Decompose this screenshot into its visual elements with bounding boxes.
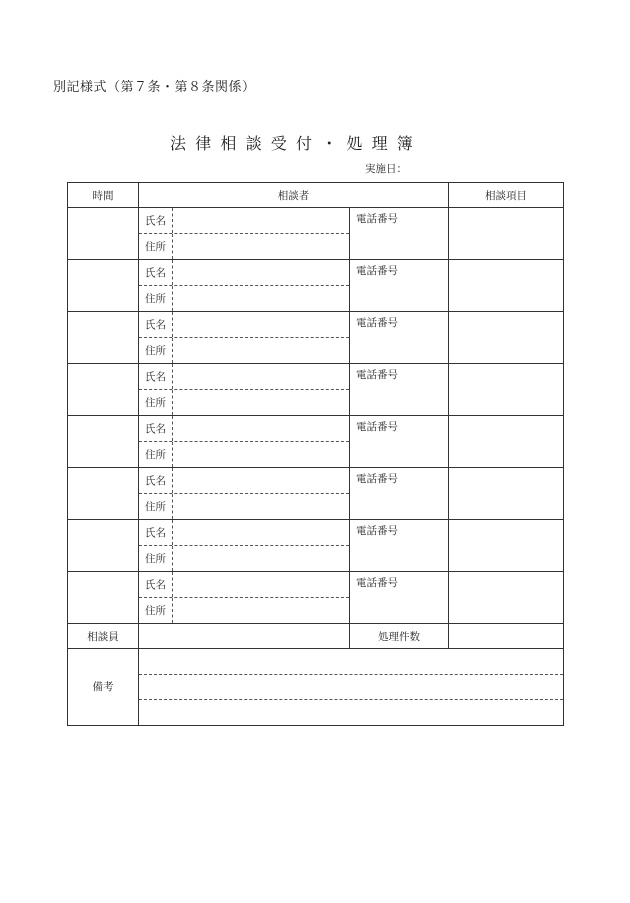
remarks-row xyxy=(68,649,564,726)
remarks-label: 備考 xyxy=(68,649,139,726)
entry-name-line xyxy=(139,416,349,441)
entry-consult-items-field[interactable] xyxy=(449,312,564,364)
entry-address-label: 住所 xyxy=(139,494,173,519)
entry-name-field[interactable] xyxy=(173,572,349,597)
entry-address-label: 住所 xyxy=(139,234,173,259)
entry-address-line xyxy=(139,233,349,259)
form-reference: 別記様式（第７条・第８条関係） xyxy=(53,80,256,95)
processed-count-label: 処理件数 xyxy=(350,624,449,649)
entry-name-field[interactable] xyxy=(173,520,349,545)
entry-consult-items-field[interactable] xyxy=(449,208,564,260)
entry-name-line xyxy=(139,312,349,337)
entry-consult-items-field[interactable] xyxy=(449,260,564,312)
entry-phone-cell[interactable] xyxy=(350,364,449,416)
header-consult-items: 相談項目 xyxy=(449,183,564,208)
entry-name-label: 氏名 xyxy=(139,364,173,389)
entry-phone-cell[interactable] xyxy=(350,468,449,520)
entry-time-field[interactable] xyxy=(68,364,139,416)
entry-address-field[interactable] xyxy=(173,442,349,467)
entry-time-field[interactable] xyxy=(68,208,139,260)
entry-name-line xyxy=(139,520,349,545)
consultation-entry-row xyxy=(68,208,564,260)
consultation-entry-row xyxy=(68,364,564,416)
entry-name-address-cell xyxy=(139,312,350,364)
entry-name-line xyxy=(139,208,349,233)
entry-name-address-cell xyxy=(139,364,350,416)
implementation-date-label: 実施日： xyxy=(365,163,407,175)
entry-address-field[interactable] xyxy=(173,390,349,415)
entry-address-field[interactable] xyxy=(173,598,349,623)
entry-address-field[interactable] xyxy=(173,286,349,311)
entry-address-field[interactable] xyxy=(173,338,349,363)
entry-consult-items-field[interactable] xyxy=(449,572,564,624)
processed-count-field[interactable] xyxy=(449,624,564,649)
remarks-field[interactable] xyxy=(139,649,564,726)
entry-phone-label: 電話番号 xyxy=(356,317,398,329)
remarks-line[interactable] xyxy=(139,649,563,674)
entry-address-field[interactable] xyxy=(173,234,349,259)
entry-address-label: 住所 xyxy=(139,442,173,467)
entry-name-label: 氏名 xyxy=(139,520,173,545)
consultation-entry-row xyxy=(68,416,564,468)
entry-name-field[interactable] xyxy=(173,416,349,441)
entry-phone-cell[interactable] xyxy=(350,572,449,624)
document-title: 法律相談受付・処理簿 xyxy=(170,134,423,153)
entry-name-address-cell xyxy=(139,416,350,468)
entry-address-field[interactable] xyxy=(173,494,349,519)
entry-name-label: 氏名 xyxy=(139,208,173,233)
entry-name-line xyxy=(139,260,349,285)
entry-phone-label: 電話番号 xyxy=(356,421,398,433)
entry-phone-label: 電話番号 xyxy=(356,577,398,589)
entry-phone-cell[interactable] xyxy=(350,260,449,312)
entry-name-line xyxy=(139,364,349,389)
entry-address-line xyxy=(139,441,349,467)
entry-consult-items-field[interactable] xyxy=(449,468,564,520)
entry-phone-cell[interactable] xyxy=(350,416,449,468)
header-consultant: 相談者 xyxy=(139,183,449,208)
entry-time-field[interactable] xyxy=(68,260,139,312)
entry-consult-items-field[interactable] xyxy=(449,520,564,572)
entry-name-line xyxy=(139,468,349,493)
entry-name-line xyxy=(139,572,349,597)
entry-name-address-cell xyxy=(139,520,350,572)
entry-address-label: 住所 xyxy=(139,338,173,363)
entry-address-label: 住所 xyxy=(139,546,173,571)
entry-address-label: 住所 xyxy=(139,390,173,415)
entry-name-address-cell xyxy=(139,572,350,624)
entry-address-line xyxy=(139,389,349,415)
entry-name-label: 氏名 xyxy=(139,572,173,597)
header-row xyxy=(68,183,564,208)
counselor-field[interactable] xyxy=(139,624,350,649)
entry-address-label: 住所 xyxy=(139,598,173,623)
entry-phone-cell[interactable] xyxy=(350,312,449,364)
entry-phone-label: 電話番号 xyxy=(356,525,398,537)
header-time: 時間 xyxy=(68,183,139,208)
entry-phone-cell[interactable] xyxy=(350,208,449,260)
entry-name-address-cell xyxy=(139,208,350,260)
entry-address-line xyxy=(139,337,349,363)
consultation-entry-row xyxy=(68,312,564,364)
entry-address-line xyxy=(139,597,349,623)
entry-address-label: 住所 xyxy=(139,286,173,311)
entry-time-field[interactable] xyxy=(68,468,139,520)
remarks-line[interactable] xyxy=(139,674,563,700)
counselor-label: 相談員 xyxy=(68,624,139,649)
counselor-row xyxy=(68,624,564,649)
entry-name-field[interactable] xyxy=(173,364,349,389)
entry-name-field[interactable] xyxy=(173,312,349,337)
entry-address-field[interactable] xyxy=(173,546,349,571)
entry-time-field[interactable] xyxy=(68,572,139,624)
entry-name-address-cell xyxy=(139,260,350,312)
consultation-entry-row xyxy=(68,572,564,624)
entry-phone-label: 電話番号 xyxy=(356,369,398,381)
entry-name-field[interactable] xyxy=(173,468,349,493)
consultation-ledger-table xyxy=(67,182,564,726)
entry-phone-label: 電話番号 xyxy=(356,473,398,485)
entry-address-line xyxy=(139,285,349,311)
entry-consult-items-field[interactable] xyxy=(449,364,564,416)
entry-phone-label: 電話番号 xyxy=(356,213,398,225)
entry-name-label: 氏名 xyxy=(139,260,173,285)
entry-name-label: 氏名 xyxy=(139,416,173,441)
entry-address-line xyxy=(139,545,349,571)
entry-address-line xyxy=(139,493,349,519)
entry-name-field[interactable] xyxy=(173,260,349,285)
entry-time-field[interactable] xyxy=(68,520,139,572)
consultation-entry-row xyxy=(68,468,564,520)
entry-phone-label: 電話番号 xyxy=(356,265,398,277)
entry-time-field[interactable] xyxy=(68,416,139,468)
entry-name-label: 氏名 xyxy=(139,468,173,493)
entry-name-address-cell xyxy=(139,468,350,520)
consultation-entry-row xyxy=(68,520,564,572)
remarks-line[interactable] xyxy=(139,699,563,725)
entry-name-label: 氏名 xyxy=(139,312,173,337)
entry-phone-cell[interactable] xyxy=(350,520,449,572)
consultation-entry-row xyxy=(68,260,564,312)
entry-consult-items-field[interactable] xyxy=(449,416,564,468)
entry-time-field[interactable] xyxy=(68,312,139,364)
entry-name-field[interactable] xyxy=(173,208,349,233)
